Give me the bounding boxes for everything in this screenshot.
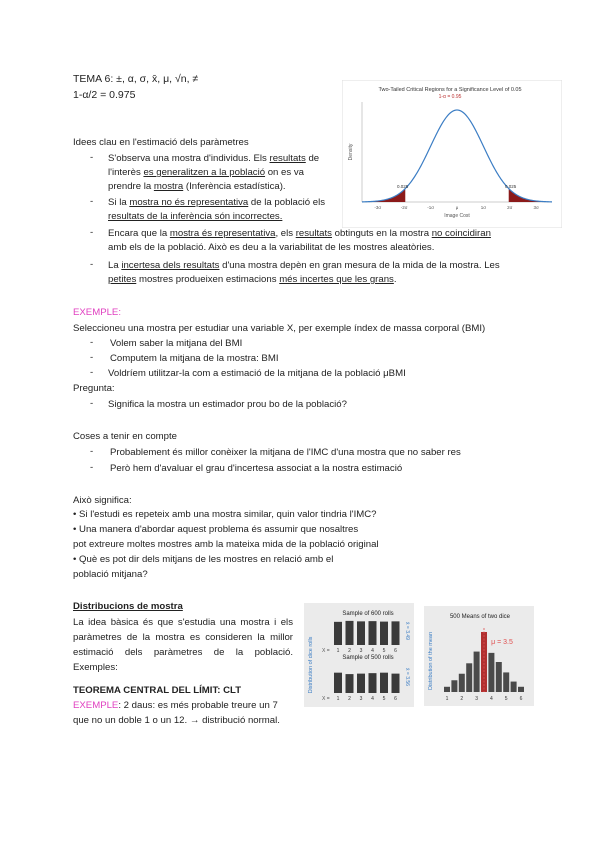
normal-x-label: Image Cost [444, 213, 470, 219]
mean-bar [503, 672, 509, 692]
mean-x-tick: 4 [490, 696, 493, 702]
example-item-1: Volem saber la mitjana del BMI [110, 338, 243, 349]
normal-distribution-chart [342, 80, 562, 228]
bullet-dash: - [90, 227, 94, 238]
mean-bar [474, 652, 480, 692]
dice-bar [357, 674, 365, 693]
dice-bar [334, 622, 342, 645]
dice-bar [357, 621, 365, 645]
clt-line-2: que no un doble 1 o un 12. → distribució normal. [73, 715, 280, 726]
bullet-dash: - [90, 462, 94, 473]
consider-item-1: Probablement és millor conèixer la mitjana de l'IMC d'una mostra que no saber res [110, 447, 461, 458]
mean-x-tick: 1 [445, 696, 449, 702]
mean-x-tick: 5 [504, 696, 508, 702]
dice-y-label: Distribution of dice rolls [308, 636, 314, 694]
meaning-line-5: població mitjana? [73, 569, 148, 580]
example-item-3: Voldríem utilitzar-la com a estimació de la mitjana de la població μBMI [108, 368, 406, 379]
dice-x-tick: 6 [394, 696, 397, 702]
mean-x-tick: 3 [475, 696, 478, 702]
formula: 1-α/2 = 0.975 [73, 89, 136, 101]
normal-x-tick: 1σ [480, 205, 487, 210]
dice-bottom-mean: x̄ = 3.56 [404, 668, 410, 686]
sampling-heading: Distribucions de mostra [73, 601, 183, 612]
normal-y-label: Density [348, 143, 354, 161]
dice-x-tick: 2 [348, 696, 351, 702]
mean-y-label: Distribution of the mean [428, 631, 434, 691]
dice-x-tick: 2 [348, 648, 351, 654]
mean-x-tick: 2 [460, 696, 464, 702]
dice-bar [369, 621, 377, 645]
dice-x-tick: 4 [371, 648, 374, 654]
dice-rolls-chart [304, 603, 414, 707]
bullet-dash: - [90, 367, 94, 378]
normal-x-tick: 2σ [507, 205, 513, 210]
dice-top-mean: x̄ = 3.49 [404, 622, 410, 640]
example-item-2: Computem la mitjana de la mostra: BMI [110, 353, 279, 364]
mean-bar [466, 663, 472, 692]
idea-3-line-1: Encara que la mostra és representativa, els resultats obtinguts en la mostra no coincidiran [108, 228, 491, 239]
idea-1-line-2: l'interès es generalitzen a la població on es va [108, 167, 304, 178]
dice-x-tick: 6 [394, 648, 397, 654]
mean-mu-label: μ = 3.5 [491, 639, 513, 646]
mean-bar [459, 674, 465, 692]
mean-bar [481, 632, 487, 692]
dice-bar [334, 673, 342, 693]
bullet-dash: - [90, 152, 94, 163]
left-tail-label: 0.025 [397, 184, 409, 189]
mean-bar [488, 653, 494, 692]
mean-bar [511, 682, 517, 692]
dice-x-tick: 5 [382, 648, 386, 654]
idea-4-line-2: petites mostres produeixen estimacions més incertes que les grans. [108, 274, 397, 285]
idea-2-line-1: Si la mostra no és representativa de la població els [108, 197, 326, 208]
mean-bar [496, 662, 502, 692]
dice-x-tick: 3 [359, 696, 363, 702]
mean-bar [518, 687, 524, 692]
bullet-dash: - [90, 352, 94, 363]
dice-top-title: Sample of 600 rolls [342, 611, 394, 617]
idea-2-line-2: resultats de la inferència són incorrectes. [108, 211, 283, 222]
ideas-heading: Idees clau en l'estimació dels paràmetres [73, 137, 249, 148]
dice-x-tick: 1 [336, 648, 340, 654]
normal-x-tick: 3σ [533, 205, 539, 210]
bullet-dash: - [90, 398, 94, 409]
bullet-dash: - [90, 196, 94, 207]
dice-top-x-prefix: X = [322, 648, 330, 654]
dice-bar [369, 673, 377, 693]
normal-x-tick: -1σ [427, 205, 434, 210]
sampling-line-3: estimació dels paràmetres de la població. [73, 647, 293, 658]
question-text: Significa la mostra un estimador prou bo de la població? [108, 399, 347, 410]
meaning-line-3: pot extreure moltes mostres amb la mateixa mida de la població original [73, 539, 379, 550]
dice-bottom-x-prefix: X = [322, 696, 330, 702]
dice-bar [346, 674, 354, 693]
idea-4-line-1: La incertesa dels resultats d'una mostra depèn en gran mesura de la mida de la mostra. Les [108, 260, 500, 271]
page-title: TEMA 6: ±, α, σ, x̄, μ, √n, ≠ [73, 73, 199, 85]
meaning-line-2: • Una manera d'abordar aquest problema és assumir que nosaltres [73, 524, 359, 535]
sampling-line-4: Exemples: [73, 662, 118, 673]
normal-x-tick: μ [455, 205, 459, 210]
example-label: EXEMPLE: [73, 307, 121, 318]
consider-heading: Coses a tenir en compte [73, 431, 177, 442]
sampling-line-2: paràmetres de la mostra es consideren la millor [73, 632, 293, 643]
bullet-dash: - [90, 446, 94, 457]
normal-chart-subtitle: 1-α = 0.95 [438, 94, 462, 100]
dice-x-tick: 4 [371, 696, 374, 702]
bullet-dash: - [90, 337, 94, 348]
dice-bar [380, 673, 388, 693]
dice-bar [392, 674, 400, 693]
idea-3-line-2: amb els de la població. Això es deu a la variabilitat de les mostres aleatòries. [108, 242, 435, 253]
meaning-heading: Això significa: [73, 495, 132, 506]
example-intro: Seleccioneu una mostra per estudiar una variable X, per exemple índex de massa corporal (BMI) [73, 323, 486, 334]
dice-x-tick: 5 [382, 696, 386, 702]
meaning-line-1: • Si l'estudi es repeteix amb una mostra similar, quin valor tindria l'IMC? [73, 509, 377, 520]
bullet-dash: - [90, 259, 94, 270]
dice-bar [346, 621, 354, 645]
normal-x-tick: -3σ [374, 205, 382, 210]
dice-x-tick: 1 [336, 696, 340, 702]
normal-x-tick: -2σ [400, 205, 408, 210]
clt-line-1: EXEMPLE: 2 daus: es més probable treure un 7 [73, 700, 278, 711]
right-tail-label: 0.025 [505, 184, 517, 189]
clt-heading: TEOREMA CENTRAL DEL LÍMIT: CLT [73, 685, 242, 696]
normal-chart-title: Two-Tailed Critical Regions for a Significance Level of 0.05 [378, 87, 522, 93]
dice-bottom-title: Sample of 500 rolls [342, 655, 394, 661]
mean-chart-title: 500 Means of two dice [449, 614, 511, 620]
mean-bar [451, 680, 457, 692]
mean-bar [444, 687, 450, 692]
mean-x-tick: 6 [519, 696, 523, 702]
dice-x-tick: 3 [359, 648, 363, 654]
two-dice-means-chart [424, 606, 534, 706]
idea-1-line-3: prendre la mostra (Inferència estadística). [108, 181, 286, 192]
idea-1-line-1: S'observa una mostra d'individus. Els resultats de [108, 153, 320, 164]
dice-bar [380, 622, 388, 645]
consider-item-2: Però hem d'avaluar el grau d'incertesa associat a la nostra estimació [110, 463, 403, 474]
question-label: Pregunta: [73, 383, 115, 394]
dice-bar [392, 621, 400, 645]
meaning-line-4: • Què es pot dir dels mitjans de les mostres en relació amb el [73, 554, 334, 565]
sampling-line-1: La idea bàsica és que s'estudia una mostra i els [73, 617, 293, 628]
